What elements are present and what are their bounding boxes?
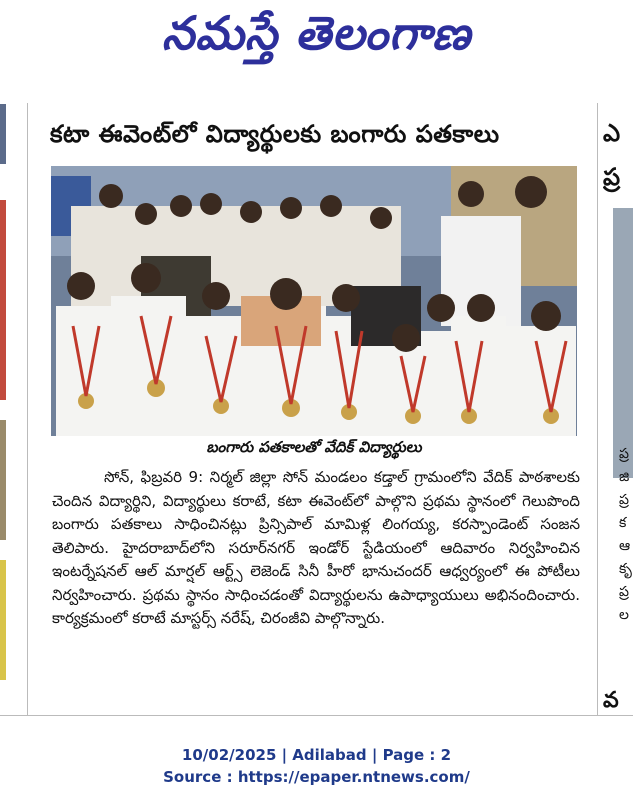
adjacent-article-edge bbox=[0, 200, 6, 400]
adjacent-article bbox=[603, 103, 633, 715]
news-article bbox=[40, 108, 588, 627]
photo-caption: బంగారు పతకాలతో వేదిక్‌ విద్యార్థులు bbox=[206, 438, 422, 456]
masthead bbox=[0, 0, 633, 80]
adjacent-headline: వ bbox=[603, 688, 619, 713]
edition-info: 10/02/2025 | Adilabad | Page : 2 bbox=[181, 746, 452, 764]
adjacent-text: ప్ర జి ప్ర క ఆ కృ ప్ర ల bbox=[619, 446, 632, 623]
adjacent-photo bbox=[613, 208, 633, 478]
adjacent-article-edge bbox=[0, 420, 6, 540]
article-photo bbox=[51, 166, 577, 436]
page-footer bbox=[0, 744, 633, 788]
column-divider bbox=[27, 103, 28, 715]
source-link[interactable]: Source : https://epaper.ntnews.com/ bbox=[163, 768, 470, 786]
adjacent-article-edge bbox=[0, 104, 6, 164]
article-body bbox=[52, 466, 580, 631]
newspaper-logo: నమస్తే తెలంగాణ bbox=[161, 6, 472, 60]
page-divider bbox=[0, 715, 633, 716]
adjacent-headline: ఎ bbox=[603, 119, 621, 147]
column-divider bbox=[597, 103, 598, 715]
adjacent-article-edge bbox=[0, 560, 6, 680]
adjacent-headline: ప్ర bbox=[603, 163, 621, 191]
article-headline: కటా ఈవెంట్‌లో విద్యార్థులకు బంగారు పతకాలు bbox=[50, 120, 500, 148]
article-paragraph: సోన్‌, ఫిబ్రవరి 9: నిర్మల్‌ జిల్లా సోన్‌ మండలం కడ్తాల్‌ గ్రామంలోని వేదిక్‌ పాఠశాలకు చెందిన విద్యార్థిని, విద్యార్థులు కరాటే, కటా ఈవెంట్‌లో పాల్గొని ప్రథమ స్థానంలో గెలుపొంది బంగారు పతకాలు సాధించినట్లు ప్రిన్సిపాల్‌ మామిళ్ల లింగయ్య, కరస్పాండెంట్‌ సంజన తెలిపారు. హైదరాబాద్‌లోని సరూర్‌నగర్‌ ఇండోర్‌ స్టేడియంలో ఆదివారం నిర్వహించిన ఇంటర్నేషనల్‌ ఆల్‌ మార్షల్‌ ఆర్ట్స్‌ లెజెండ్‌ సినీ హీరో భానుచందర్‌ ఆధ్వర్యంలో ఈ పోటీలు నిర్వహించారు. ప్రథమ స్థానం సాధించడంతో విద్యార్థులను ఉపాధ్యాయులు అభినందించారు. కార్యక్రమంలో కరాటే మాస్టర్స్‌ నరేష్‌, చిరంజీవి పాల్గొన్నారు. bbox=[52, 468, 580, 627]
